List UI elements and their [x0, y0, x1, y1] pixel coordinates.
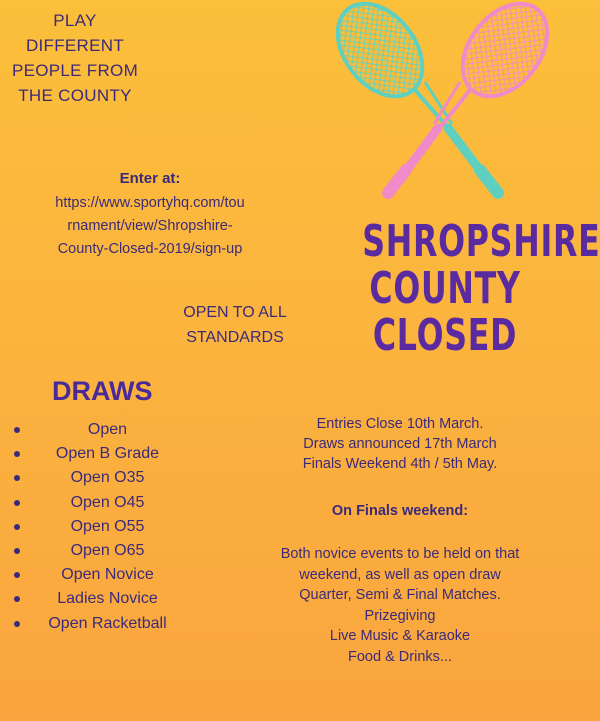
date-line: Draws announced 17th March: [303, 436, 497, 452]
list-item: [0, 515, 200, 539]
crossed-rackets-icon: [330, 0, 560, 205]
title-line: SHROPSHIRE: [362, 216, 600, 267]
detail-line: Live Music & Karaoke: [329, 628, 471, 644]
draw-label: Open Novice: [61, 566, 154, 584]
key-dates: [265, 414, 535, 474]
list-item: [0, 466, 200, 490]
draw-label: Open O35: [70, 469, 145, 487]
open-to-all-note: [155, 300, 315, 350]
detail-line: Both novice events to be held on that: [280, 546, 520, 562]
enter-label: Enter at:: [119, 170, 181, 187]
play-line: PLAY: [53, 11, 97, 30]
draw-label: Open Racketball: [48, 614, 167, 632]
draws-list: [0, 418, 200, 636]
open-line: OPEN TO ALL: [183, 304, 287, 321]
detail-line: Food & Drinks...: [348, 648, 452, 665]
draw-label: Open: [87, 421, 128, 438]
play-line: THE COUNTY: [18, 86, 132, 105]
detail-line: weekend, as well as open draw: [299, 566, 501, 583]
list-item: [0, 612, 200, 636]
list-item: [0, 442, 200, 466]
draw-label: Open B Grade: [55, 445, 160, 463]
play-line: DIFFERENT: [25, 36, 125, 55]
list-item: [0, 418, 200, 442]
list-item: [0, 587, 200, 611]
detail-line: Prizegiving: [364, 607, 436, 624]
draws-heading: DRAWS: [52, 376, 153, 406]
page-title: [362, 216, 600, 361]
title-line: COUNTY: [369, 263, 521, 314]
list-item: [0, 491, 200, 515]
date-line: Entries Close 10th March.: [316, 416, 484, 432]
detail-line: Quarter, Semi & Final Matches.: [299, 587, 501, 603]
draw-label: Open O55: [70, 517, 145, 535]
signup-url[interactable]: [35, 192, 265, 261]
draw-label: Open O45: [70, 493, 145, 511]
play-line: PEOPLE FROM: [11, 61, 139, 80]
list-item: [0, 563, 200, 587]
url-line: County-Closed-2019/sign-up: [57, 241, 243, 257]
open-line: STANDARDS: [186, 329, 284, 346]
draw-label: Open O65: [70, 541, 145, 559]
finals-details: [265, 544, 535, 667]
date-line: Finals Weekend 4th / 5th May.: [302, 456, 498, 472]
finals-heading: On Finals weekend:: [331, 503, 469, 519]
url-line: rnament/view/Shropshire-: [67, 218, 233, 234]
draw-label: Ladies Novice: [57, 590, 158, 608]
url-line: https://www.sportyhq.com/tou: [55, 195, 245, 211]
play-tagline: [0, 8, 150, 108]
list-item: [0, 539, 200, 563]
title-line: CLOSED: [372, 310, 518, 361]
